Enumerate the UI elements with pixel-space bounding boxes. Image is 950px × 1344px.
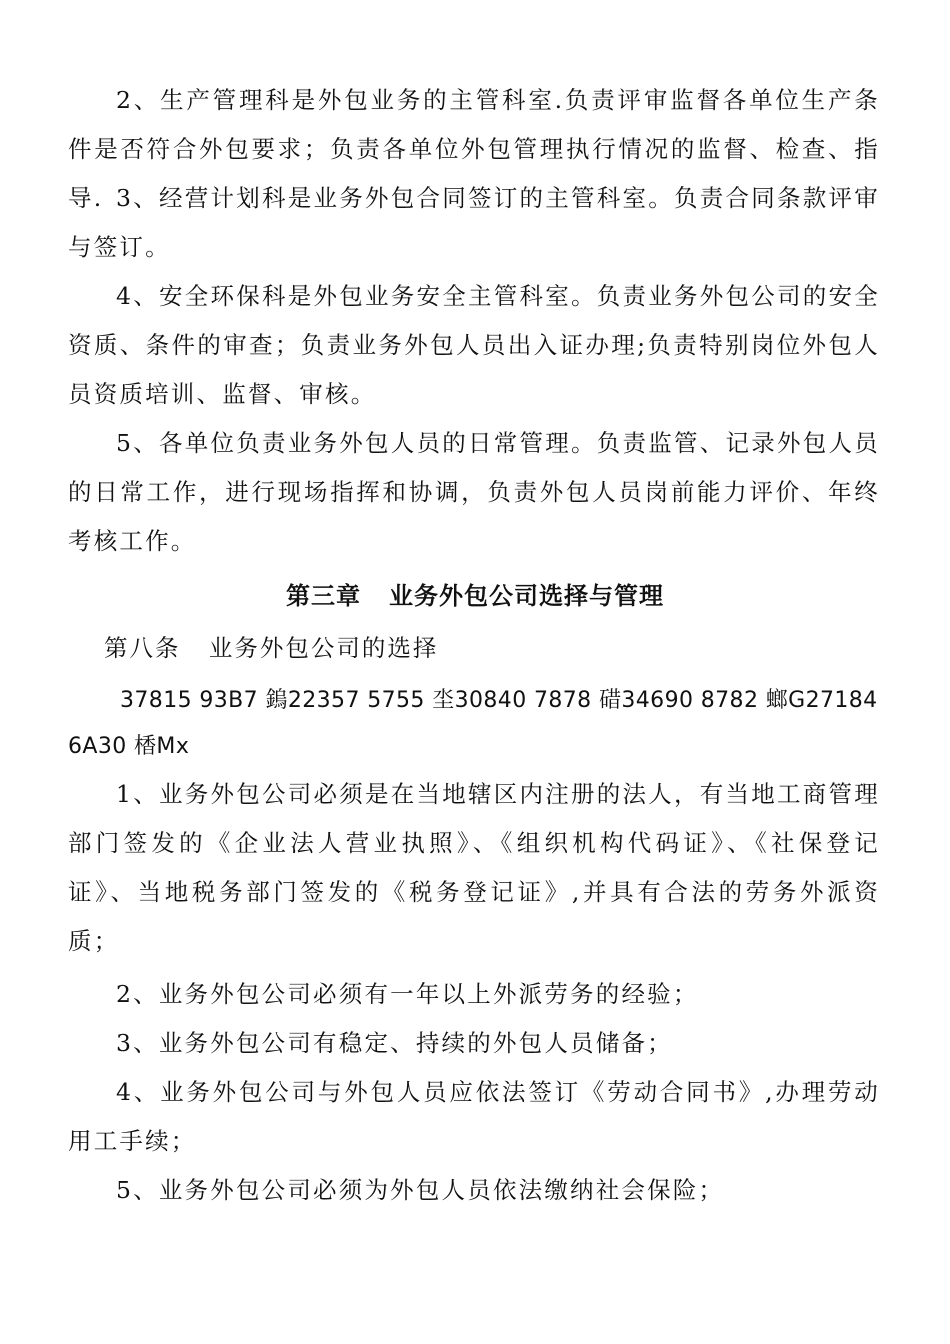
paragraph-production-dept: 2、生产管理科是外包业务的主管科室.负责评审监督各单位生产条件是否符合外包要求；负责各单位外包管理执行情况的监督、检查、指导. [68, 86, 880, 212]
paragraph-requirement-4: 4、业务外包公司与外包人员应依法签订《劳动合同书》,办理劳动用工手续； [68, 1078, 880, 1155]
paragraph-requirement-1: 1、业务外包公司必须是在当地辖区内注册的法人，有当地工商管理部门签发的《企业法人营业执照》、《组织机构代码证》、《社保登记证》、当地税务部门签发的《税务登记证》,并具有合法的劳务外派资质； [68, 780, 880, 955]
paragraph-requirement-2: 2、业务外包公司必须有一年以上外派劳务的经验； [116, 980, 699, 1008]
chapter-heading: 第三章 业务外包公司选择与管理 [285, 582, 665, 610]
paragraph-units-management: 5、各单位负责业务外包人员的日常管理。负责监管、记录外包人员的日常工作，进行现场指挥和协调，负责外包人员岗前能力评价、年终考核工作。 [68, 429, 880, 555]
garbled-text-line: 37815 93B7 鎢22357 5755 坔30840 7878 碏34690 8782 螂G27184 6A30 楿Mx [68, 688, 878, 759]
paragraph-planning-dept: 3、经营计划科是业务外包合同签订的主管科室。负责合同条款评审与签订。 [68, 184, 880, 261]
paragraph-requirement-3: 3、业务外包公司有稳定、持续的外包人员储备； [116, 1029, 673, 1057]
paragraph-requirement-5: 5、业务外包公司必须为外包人员依法缴纳社会保险； [116, 1176, 725, 1204]
paragraph-safety-dept: 4、安全环保科是外包业务安全主管科室。负责业务外包公司的安全资质、条件的审查；负责业务外包人员出入证办理;负责特别岗位外包人员资质培训、监督、审核。 [68, 282, 880, 408]
article-heading: 第八条 业务外包公司的选择 [104, 634, 439, 662]
